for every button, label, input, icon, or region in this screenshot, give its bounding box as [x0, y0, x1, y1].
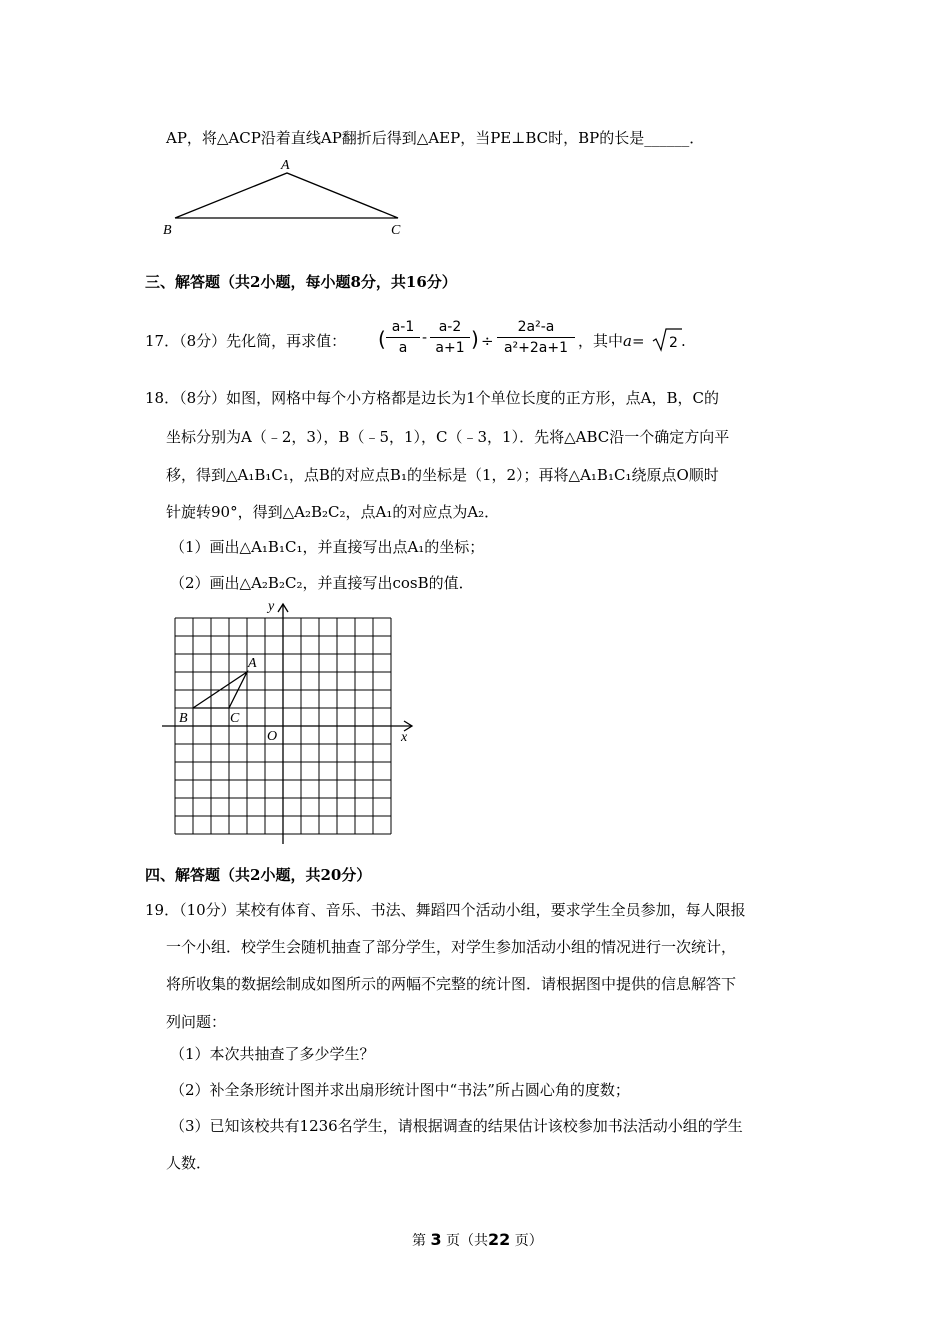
- q19-subquestion-3-cont: 人数．: [166, 1154, 212, 1172]
- grid-label-c: C: [230, 711, 240, 726]
- triangle-abc: [175, 173, 398, 218]
- section-4-title: 四、解答题（共2小题，共20分）: [145, 866, 372, 884]
- q19-subquestion-1: （1）本次共抽查了多少学生？: [170, 1045, 375, 1063]
- q17-frac1-denominator: a: [398, 340, 408, 356]
- grid-label-a: A: [248, 656, 257, 671]
- triangle-label-c: C: [391, 223, 401, 238]
- section-3-title: 三、解答题（共2小题，每小题8分，共16分）: [145, 273, 457, 291]
- q16-tail-text: AP，将△ACP沿着直线AP翻折后得到△AEP，当PE⊥BC时，BP的长是______．: [166, 129, 705, 147]
- q17-fraction-1: [386, 318, 420, 357]
- grid-label-b: B: [179, 711, 188, 726]
- page-number-footer: 第 3 页（共22 页）: [412, 1230, 543, 1249]
- q18-line-1: 18．（8分）如图，网格中每个小方格都是边长为1个单位长度的正方形，点A，B，C的: [145, 389, 720, 407]
- q17-frac3-numerator: 2a²-a: [517, 319, 555, 335]
- q18-line-3: 移，得到△A₁B₁C₁，点B的对应点B₁的坐标是（1，2）；再将△A₁B₁C₁绕原点O顺时: [166, 466, 719, 484]
- q18-subquestion-2: （2）画出△A₂B₂C₂，并直接写出cosB的值．: [170, 574, 474, 592]
- triangle-label-b: B: [163, 223, 172, 238]
- q17-frac3-denominator: a²+2a+1: [503, 340, 569, 356]
- q17-sqrt-value: 2: [669, 335, 678, 351]
- q17-frac1-numerator: a-1: [391, 319, 415, 335]
- q17-suffix: ，其中a=: [578, 332, 645, 350]
- q19-subquestion-2: （2）补全条形统计图并求出扇形统计图中“书法”所占圆心角的度数；: [170, 1081, 630, 1099]
- grid-label-x: x: [401, 730, 408, 745]
- triangle-label-a: A: [281, 158, 290, 173]
- triangle-figure: [160, 152, 420, 242]
- q17-divide-sign: ÷: [481, 332, 494, 350]
- q17-paren-open: (: [378, 327, 386, 351]
- q19-subquestion-3: （3）已知该校共有1236名学生，请根据调查的结果估计该校参加书法活动小组的学生: [170, 1117, 743, 1135]
- q17-frac2-denominator: a+1: [435, 340, 465, 356]
- grid-label-o: O: [267, 729, 278, 744]
- q17-sqrt-icon: [652, 327, 684, 353]
- q19-line-3: 将所收集的数据绘制成如图所示的两幅不完整的统计图．请根据图中提供的信息解答下: [166, 975, 737, 993]
- q17-minus: -: [422, 330, 428, 346]
- q19-line-4: 列问题：: [166, 1013, 227, 1031]
- q17-prefix: 17．（8分）先化简，再求值：: [145, 332, 347, 350]
- coordinate-grid-figure: [160, 598, 425, 848]
- q17-frac2-numerator: a-2: [438, 319, 462, 335]
- q17-period: .: [681, 332, 686, 350]
- q18-line-2: 坐标分别为A（﹣2，3），B（﹣5，1），C（﹣3，1）．先将△ABC沿一个确定方向平: [166, 428, 730, 446]
- q18-line-4: 针旋转90°，得到△A₂B₂C₂，点A₁的对应点为A₂．: [166, 503, 500, 521]
- q18-subquestion-1: （1）画出△A₁B₁C₁，并直接写出点A₁的坐标；: [170, 538, 485, 556]
- q19-line-1: 19．（10分）某校有体育、音乐、书法、舞蹈四个活动小组，要求学生全员参加，每人限报: [145, 901, 746, 919]
- q17-paren-close: ): [471, 327, 479, 351]
- grid-label-y: y: [268, 599, 275, 614]
- q17-fraction-3: [497, 318, 575, 357]
- q17-fraction-2: [430, 318, 470, 357]
- q19-line-2: 一个小组．校学生会随机抽查了部分学生，对学生参加活动小组的情况进行一次统计，: [166, 938, 737, 956]
